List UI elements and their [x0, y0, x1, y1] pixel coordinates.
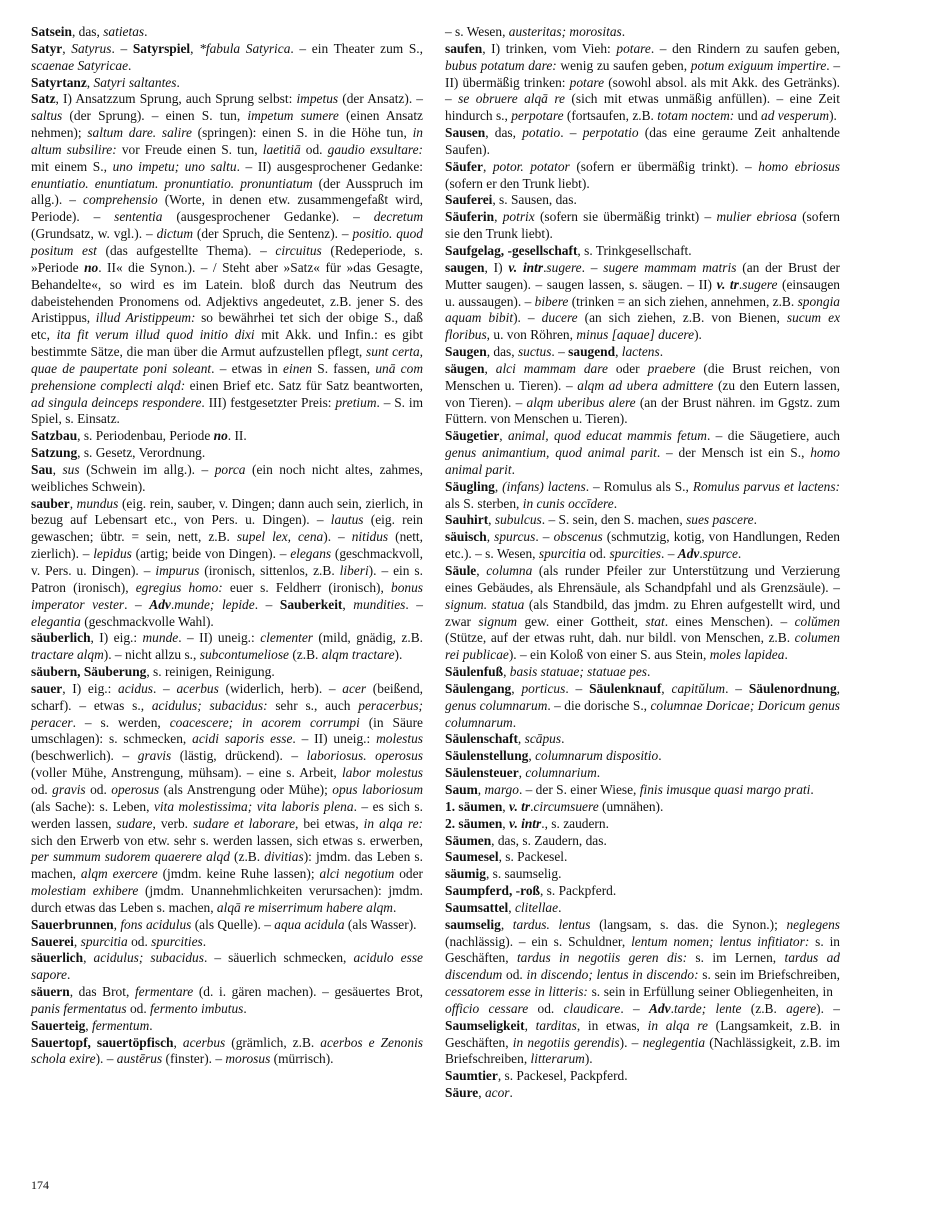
dictionary-entry: [31, 462, 423, 496]
entry-definition: , mundus (eig. rein, sauber, v. Dingen; dann auch sein, zierlich, in bezug auf Lebensart etc., von Pers. u. Dingen). – lautus (eig. rein gewaschen; übtr. = sein, nett, z.B. supel lex, cena). – nitidus (nett, zierlich). – lepidus (artig; beide von Dingen). – elegans (geschmackvoll, v. Pers. u. Dingen). – impurus (ironisch, sittenlos, z.B. liberi). – ein s. Patron (ironisch), egregius homo: euer s. Feldherr (ironisch), bonus imperator vester. – Adv.munde; lepide. – Sauberkeit, mundities. – elegantia (geschmackvolle Wahl).: [31, 495, 424, 629]
dictionary-entry: [445, 664, 840, 681]
dictionary-entry: [445, 243, 840, 260]
dictionary-entry: [31, 1018, 423, 1035]
entry-definition: , columna (als runder Pfeiler zur Unterstützung und Verzierung eines Gebäudes, als Ehrensäule, als Schandpfahl und als Grenzsäule). – signum. statua (als Standbild, das jmdm. zu Ehren aufgestellt wird, und zwar signum gew. einer Gottheit, stat. eines Menschen). – colŭmen (Stütze, auf der etwas ruht, dah. nur bildl. von Menschen, z.B. columen rei publicae). – ein Koloß von einer S. aus Stein, moles lapidea.: [445, 563, 841, 663]
entry-definition: , das, satietas.: [71, 24, 148, 39]
entry-definition: , spurcus. – obscenus (schmutzig, kotig, von Handlungen, Reden etc.). – s. Wesen, spurcitia od. spurcities. – Adv.spurce.: [445, 529, 840, 562]
entry-definition: , s. Packesel.: [498, 849, 568, 865]
entry-headword: säuisch: [445, 529, 487, 545]
entry-headword: Säufer: [445, 158, 483, 174]
entry-headword: sauer: [31, 680, 63, 696]
entry-definition: , potrix (sofern sie übermäßig trinkt) – mulier ebriosa (sofern sie den Trunk liebt).: [445, 209, 840, 242]
entry-definition: , s. Packesel, Packpferd.: [497, 1068, 628, 1084]
entry-headword: saugen: [445, 259, 485, 275]
entry-headword: säuerlich: [31, 950, 84, 966]
entry-definition: , columnarum dispositio.: [528, 748, 662, 764]
dictionary-entry: [445, 681, 840, 732]
dictionary-entry: [445, 799, 840, 816]
dictionary-entry: [31, 428, 423, 445]
entry-headword: Saumtier: [445, 1068, 498, 1084]
dictionary-entry: [445, 512, 840, 529]
dictionary-entry: [445, 765, 840, 782]
dictionary-entry: [31, 917, 423, 934]
dictionary-entry: [31, 984, 423, 1018]
dictionary-entry: [445, 748, 840, 765]
entry-definition: , I) eig.: munde. – II) uneig.: clementer (mild, gnädig, z.B. tractare alqm). – nicht allzu s., subcontumeliose (z.B. alqm tractare).: [31, 630, 423, 663]
entry-definition: , potor. potator (sofern er übermäßig trinkt). – homo ebriosus (sofern er den Trunk liebt).: [445, 158, 840, 191]
entry-headword: 2. säumen: [445, 815, 503, 831]
entry-headword: säumig: [445, 866, 486, 882]
dictionary-entry: [31, 934, 423, 951]
entry-headword: Satyr: [31, 40, 63, 56]
entry-definition: , I) eig.: acidus. – acerbus (widerlich, herb). – acer (beißend, scharf). – etwas s., acidulus; subacidus: sehr s., auch peracerbus; peracer. – s. werden, coacescere; in acorem corrumpi (in Säure umschlagen): s. schmecken, acidi saporis esse. – II) uneig.: molestus (beschwerlich). – gravis (lästig, drückend). – laboriosus. operosus (voller Mühe, Anstrengung, mühsam). – eine s. Arbeit, labor molestus od. gravis od. operosus (als Anstrengung oder Mühe); opus laboriosum (als Sache): s. Leben, vita molestissima; vita laboris plena. – es sich s. werden lassen, sudare, verb. sudare et laborare, bei etwas, in alqa re: sich den Erwerb von etw. sehr s. werden lassen, sich etwas s. erwerben, per summum sudorem quaerere alqd (z.B. divitias): jmdm. das Leben s. machen, alqm exercere (jmdm. keine Ruhe lassen); alci negotium oder molestiam exhibere (jmdm. Unannehmlichkeiten verursachen): jmdm. durch etwas das Leben s. machen, alqā re miserrimum habere alqm.: [31, 680, 424, 915]
entry-definition: , porticus. – Säulenknauf, capitŭlum. – Säulenordnung, genus columnarum. – die dorische S., columnae Doricae; Doricum genus columnarum.: [445, 680, 840, 730]
entry-definition: , das, potatio. – perpotatio (das eine geraume Zeit anhaltende Saufen).: [445, 125, 840, 157]
entry-definition: , basis statuae; statuae pes.: [503, 664, 651, 680]
entry-definition: , sus (Schwein im allg.). – porca (ein noch nicht altes, zahmes, weibliches Schwein).: [31, 461, 423, 494]
dictionary-entry: [445, 479, 840, 513]
entry-headword: Säulenstellung: [445, 748, 529, 764]
entry-headword: Säuferin: [445, 209, 495, 225]
entry-definition: , margo. – der S. einer Wiese, finis imusque quasi margo prati.: [477, 781, 814, 797]
entry-definition: , s. reinigen, Reinigung.: [146, 664, 275, 680]
entry-definition: , s. Gesetz, Verordnung.: [77, 445, 206, 461]
dictionary-entry: [445, 866, 840, 883]
entry-headword: Saumesel: [445, 849, 499, 865]
dictionary-entry: [445, 159, 840, 193]
left-column: [31, 24, 423, 1068]
dictionary-entry: [445, 849, 840, 866]
dictionary-entry: [31, 75, 423, 92]
entry-headword: Saugen: [445, 344, 487, 360]
entry-headword: Saum: [445, 781, 478, 797]
entry-headword: Säugling: [445, 478, 495, 494]
entry-definition: , das, suctus. – saugend, lactens.: [486, 344, 664, 360]
entry-definition: , v. tr.circumsuere (umnähen).: [502, 798, 664, 814]
entry-headword: Sauferei: [445, 192, 493, 208]
dictionary-entry: [445, 24, 840, 41]
entry-definition: , Satyri saltantes.: [86, 74, 180, 90]
dictionary-entry: [445, 1068, 840, 1085]
dictionary-entry: [31, 681, 423, 917]
entry-definition: , s. Periodenbau, Periode no. II.: [77, 428, 247, 444]
dictionary-entry: [31, 24, 423, 41]
dictionary-entry: [31, 496, 423, 631]
entry-definition: , s. Trinkgesellschaft.: [577, 242, 692, 258]
dictionary-entry: [445, 344, 840, 361]
dictionary-entry: [31, 1035, 423, 1069]
entry-definition: , v. intr., s. zaudern.: [502, 815, 609, 831]
entry-headword: Säulenschaft: [445, 731, 518, 747]
dictionary-entry: [445, 563, 840, 664]
entry-headword: saufen: [445, 40, 483, 56]
dictionary-entry: [445, 833, 840, 850]
entry-definition: , spurcitia od. spurcities.: [73, 933, 207, 949]
entry-headword: Satzung: [31, 445, 78, 461]
dictionary-entry: [445, 192, 840, 209]
dictionary-entry: [445, 917, 840, 1069]
entry-headword: säugen: [445, 360, 485, 376]
dictionary-entry: [445, 209, 840, 243]
entry-headword: Satsein: [31, 24, 72, 39]
dictionary-entry: [31, 41, 423, 75]
dictionary-entry: [445, 900, 840, 917]
entry-headword: Sauertopf, sauertöpfisch: [31, 1034, 174, 1050]
entry-headword: Säulengang: [445, 680, 512, 696]
entry-headword: säuern: [31, 984, 70, 1000]
entry-headword: Sauerteig: [31, 1017, 86, 1033]
entry-definition: , subulcus. – S. sein, den S. machen, sues pascere.: [488, 512, 757, 528]
entry-definition: , (infans) lactens. – Romulus als S., Romulus parvus et lactens: als S. sterben, in cunis occīdere.: [445, 478, 840, 511]
entry-headword: Säumen: [445, 832, 492, 848]
dictionary-entry: [445, 1085, 840, 1102]
entry-headword: säubern, Säuberung: [31, 664, 147, 680]
entry-headword: Säure: [445, 1085, 479, 1101]
entry-headword: Säule: [445, 563, 477, 578]
entry-headword: Sauerei: [31, 933, 74, 949]
dictionary-entry: [31, 950, 423, 984]
entry-headword: Sauhirt: [445, 512, 489, 528]
dictionary-entry: [445, 260, 840, 344]
dictionary-entry: [445, 41, 840, 125]
entry-headword: sauber: [31, 495, 70, 511]
entry-definition: , I) v. intr.sugere. – sugere mammam matris (an der Brust der Mutter saugen). – saugen lassen, s. säugen. – II) v. tr.sugere (einsaugen u. aussaugen). – bibere (trinken = an sich ziehen, annehmen, z.B. spongia aquam bibit). – ducere (an sich ziehen, z.B. von Bienen, sucum ex floribus, u. von Röhren, minus [aquae] ducere).: [445, 259, 841, 343]
entry-headword: Saufgelag, -gesellschaft: [445, 242, 578, 258]
entry-definition: , das, s. Zaudern, das.: [491, 832, 607, 848]
entry-definition: , scāpus.: [517, 731, 565, 747]
page-number: 174: [31, 1178, 49, 1192]
entry-definition: , I) trinken, vom Vieh: potare. – den Rindern zu saufen geben, bubus potatum dare: wenig zu saufen geben, potum exiguum impertire. – II) übermäßig trinken: potare (sowohl absol. als mit Akk. des Getränks). – se obruere alqā re (sich mit etwas unmäßig anfüllen). – eine Zeit hindurch s., perpotare (fortsaufen, z.B. totam noctem: und ad vesperum).: [445, 40, 841, 124]
dictionary-entry: [445, 529, 840, 563]
entry-headword: saumselig: [445, 916, 501, 932]
entry-definition: , s. saumselig.: [485, 866, 562, 882]
entry-definition: , tardus. lentus (langsam, s. das. die Synon.); neglegens (nachlässig). – ein s. Schuldner, lentum nomen; lentus infitiator: s. in Geschäften, tardus in negotiis geren dis: s. im Lernen, tardus ad discendum od. in discendo; lentus in discendo: s. sein im Briefschreiben, cessatorem esse in litteris: s. sein in Erfüllung seiner Obliegenheiten, in officio cessare od. claudicare. – Adv.tarde; lente (z.B. agere). – Saumseligkeit, tarditas, in etwas, in alqa re (Langsamkeit, z.B. in Geschäften, in negotiis gerendis). – neglegentia (Nachlässigkeit, z.B. im Briefschreiben, litterarum).: [445, 916, 841, 1067]
dictionary-entry: [31, 630, 423, 664]
dictionary-entry: [445, 428, 840, 479]
dictionary-entry: [445, 782, 840, 799]
entry-headword: 1. säumen: [445, 798, 503, 814]
entry-headword: Säulenfuß: [445, 664, 504, 680]
entry-headword: Saumpferd, -roß: [445, 883, 540, 899]
entry-definition: , fermentum.: [85, 1017, 153, 1033]
entry-definition: , s. Sausen, das.: [492, 192, 577, 208]
dictionary-entry: [445, 125, 840, 159]
entry-definition: , columnarium.: [518, 765, 601, 781]
entry-headword: Saumsattel: [445, 899, 509, 915]
dictionary-entry: [445, 731, 840, 748]
entry-headword: Sausen: [445, 125, 486, 141]
dictionary-entry: [445, 361, 840, 428]
entry-definition: , acor.: [478, 1085, 513, 1101]
entry-definition: , clitellae.: [508, 899, 562, 915]
entry-definition: , animal, quod educat mammis fetum. – die Säugetiere, auch genus animantium, quod animal parit. – der Mensch ist ein S., homo animal parit.: [445, 428, 840, 477]
entry-definition: , fons acidulus (als Quelle). – aqua acidula (als Wasser).: [113, 916, 417, 932]
entry-headword: Satz: [31, 91, 56, 107]
entry-definition: , acidulus; subacidus. – säuerlich schmecken, acidulo esse sapore.: [31, 950, 423, 983]
dictionary-entry: [31, 445, 423, 462]
entry-headword: säuberlich: [31, 630, 91, 646]
entry-headword: Sauerbrunnen: [31, 916, 114, 932]
entry-definition: , I) Ansatzzum Sprung, auch Sprung selbst: impetus (der Ansatz). – saltus (der Sprung). – einen S. tun, impetum sumere (einen Ansatz nehmen); saltum dare. salire (springen): einen S. in die Höhe tun, in altum subsilire: vor Freude einen S. tun, laetitiā od. gaudio exsultare: mit einem S., uno impetu; uno saltu. – II) ausgesprochener Gedanke: enuntiatio. enuntiatum. pronuntiatio. pronuntiatum (der Ausspruch im allg.). – comprehensio (Worte, in denen etw. zusammengefaßt wird, Periode). – sententia (ausgesprochener Gedanke). – decretum (Grundsatz, w. vgl.). – dictum (der Spruch, die Sentenz). – positio. quod positum est (das aufgestellte Thema). – circuitus (Redeperiode, s. »Periode no. II« die Synon.). – / Steht aber »Satz« für »das Gesagte, Behandelte«, so wird es im Latein. bloß durch das Neutrum des dabeistehenden Pronomens od. Adjektivs angedeutet, z.B. jener S. des Aristippus, illud Aristippeum: so bewährhei tet sich der obige S., daß etc, ita fit verum illud quod initio dixi mit Akk. und Infin.: es gibt bestimmte Sätze, die man über die Armut aufzustellen pflegt, sunt certa, quae de paupertate poni soleant. – etwas in einen S. fassen, unā com prehensione complecti alqd: einen Brief etc. Satz für Satz beantworten, ad singula deinceps respondere. III) festgesetzter Preis: pretium. – S. im Spiel, s. Einsatz.: [31, 91, 424, 427]
entry-definition: , Satyrus. – Satyrspiel, *fabula Satyrica. – ein Theater zum S., scaenae Satyricae.: [31, 40, 424, 73]
dictionary-entry: [31, 664, 423, 681]
dictionary-entry: [445, 883, 840, 900]
entry-definition: , alci mammam dare oder praebere (die Brust reichen, von Menschen u. Tieren). – alqm ad ubera admittere (zu den Eutern lassen, von Tieren). – alqm uberibus alere (an der Brust nähren. im Ggstz. zum Füttern. von Menschen u. Tieren).: [445, 360, 840, 427]
entry-definition: , das Brot, fermentare (d. i. gären machen). – gesäuertes Brot, panis fermentatus od. fermento imbutus.: [31, 984, 423, 1016]
entry-headword: Satzbau: [31, 428, 78, 444]
dictionary-entry: [31, 91, 423, 428]
entry-headword: Satyrtanz: [31, 74, 87, 90]
entry-headword: Sau: [31, 461, 53, 477]
right-column: [445, 24, 840, 1102]
entry-definition: , s. Packpferd.: [539, 883, 617, 899]
entry-definition: , acerbus (grämlich, z.B. acerbos e Zenonis schola exire). – austērus (finster). – morosus (mürrisch).: [31, 1034, 423, 1067]
dictionary-entry: [445, 816, 840, 833]
entry-headword: Säulensteuer: [445, 765, 519, 781]
entry-definition: – s. Wesen, austeritas; morositas.: [445, 24, 626, 39]
entry-headword: Säugetier: [445, 428, 500, 444]
